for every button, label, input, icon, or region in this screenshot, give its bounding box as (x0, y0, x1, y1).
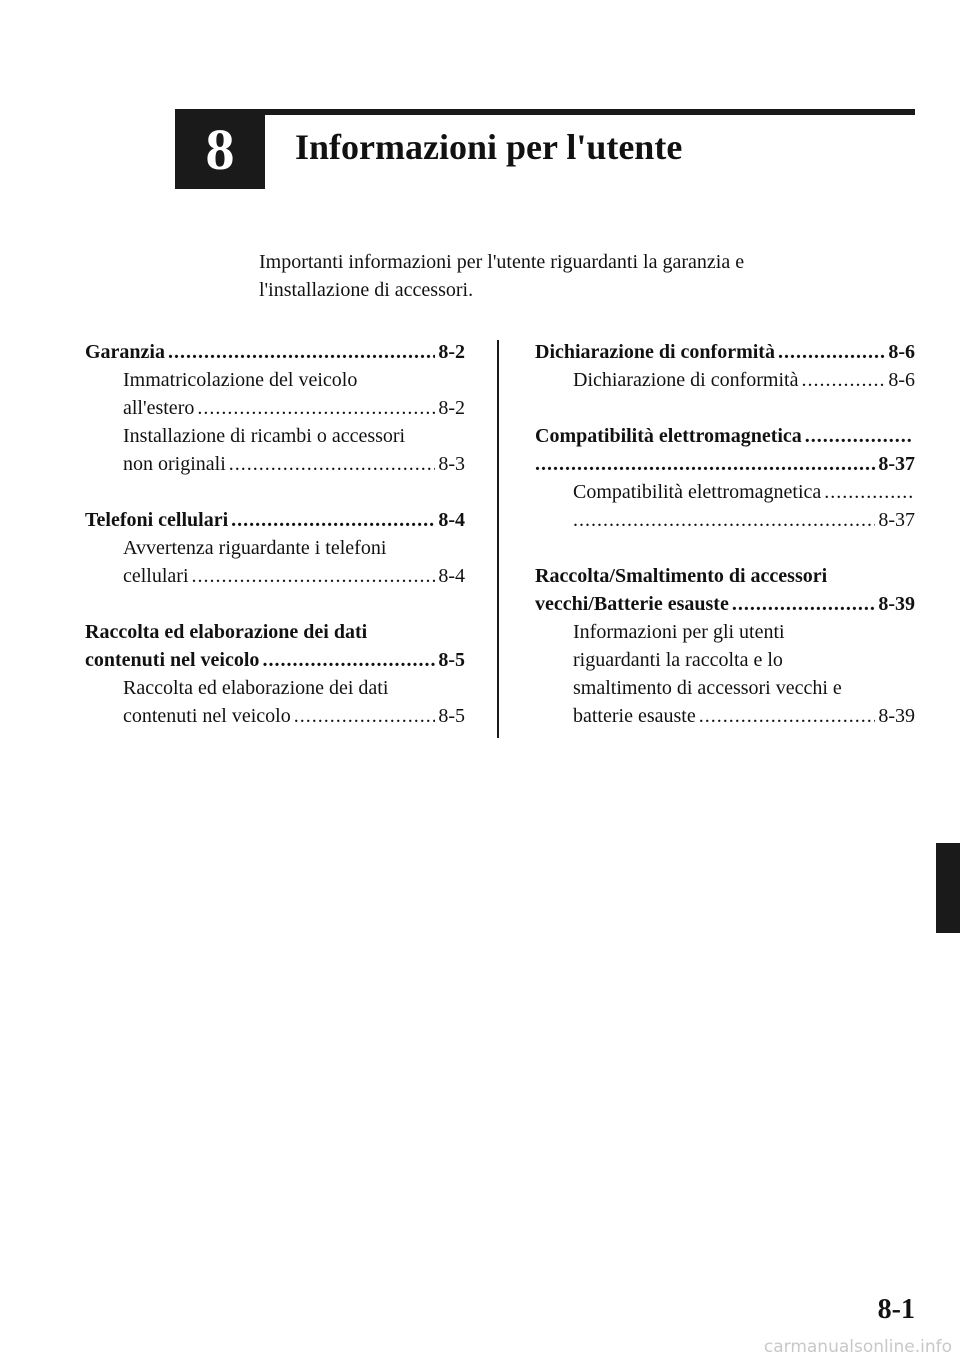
toc-sub-avvertenza[interactable]: Avvertenza riguardante i telefoni cellulari ..... 8-4 (85, 534, 465, 590)
toc-sub-installazione[interactable]: Installazione di ricambi o accessori non originali ..... 8-3 (85, 422, 465, 478)
toc-page: 8-39 (878, 593, 915, 615)
toc-sub-raccolta-dati[interactable]: Raccolta ed elaborazione dei dati contenuti nel veicolo ..... 8-5 (85, 674, 465, 730)
chapter-intro (259, 248, 859, 304)
toc-page: 8-4 (438, 565, 465, 587)
toc-right-column (535, 338, 915, 758)
toc-page: 8-39 (878, 705, 915, 727)
toc-sub-smaltimento[interactable]: Informazioni per gli utenti riguardanti la raccolta e lo smaltimento di accessori vecchi e batterie esauste ..... 8-39 (535, 618, 915, 730)
toc-page: 8-2 (438, 397, 465, 419)
chapter-side-tab (936, 843, 960, 933)
intro-line-2: l'installazione di accessori. (259, 279, 474, 301)
toc-entry-raccolta[interactable]: Raccolta ed elaborazione dei dati contenuti nel veicolo ..... 8-5 (85, 618, 465, 674)
toc-section-smaltimento (535, 562, 915, 730)
toc-left-column (85, 338, 465, 758)
column-divider (497, 340, 499, 738)
toc-sub-immatricolazione[interactable]: Immatricolazione del veicolo all'estero ..... 8-2 (85, 366, 465, 422)
toc-entry-compatibilita[interactable]: Compatibilità elettromagnetica ..... ..... 8-37 (535, 422, 915, 478)
chapter-number: 8 (205, 116, 235, 182)
toc-section-raccolta (85, 618, 465, 730)
toc-page: 8-6 (888, 341, 915, 363)
intro-line-1: Importanti informazioni per l'utente riguardanti la garanzia e (259, 251, 745, 273)
toc-section-telefoni (85, 506, 465, 590)
toc-section-compatibilita (535, 422, 915, 534)
toc-page: 8-37 (878, 453, 915, 475)
toc-page: 8-3 (438, 453, 465, 475)
toc-entry-smaltimento[interactable]: Raccolta/Smaltimento di accessori vecchi/Batterie esauste ..... 8-39 (535, 562, 915, 618)
toc-entry-telefoni[interactable]: Telefoni cellulari ..... 8-4 (85, 506, 465, 534)
toc-section-dichiarazione (535, 338, 915, 394)
header-rule (265, 109, 915, 115)
toc-page: 8-4 (438, 509, 465, 531)
watermark: carmanualsonline.info (763, 1337, 952, 1357)
toc-page: 8-5 (438, 705, 465, 727)
toc-page: 8-37 (878, 509, 915, 531)
chapter-title: Informazioni per l'utente (295, 127, 683, 167)
toc-sub-dichiarazione[interactable]: Dichiarazione di conformità ..... 8-6 (535, 366, 915, 394)
chapter-number-box (175, 109, 265, 189)
toc-section-garanzia (85, 338, 465, 478)
toc-page: 8-2 (438, 341, 465, 363)
page-number: 8-1 (877, 1294, 915, 1325)
toc-entry-dichiarazione[interactable]: Dichiarazione di conformità ..... 8-6 (535, 338, 915, 366)
toc-page: 8-5 (438, 649, 465, 671)
toc-page: 8-6 (888, 369, 915, 391)
toc-sub-compatibilita[interactable]: Compatibilità elettromagnetica ..... ..... 8-37 (535, 478, 915, 534)
toc-entry-garanzia[interactable]: Garanzia ..... 8-2 (85, 338, 465, 366)
